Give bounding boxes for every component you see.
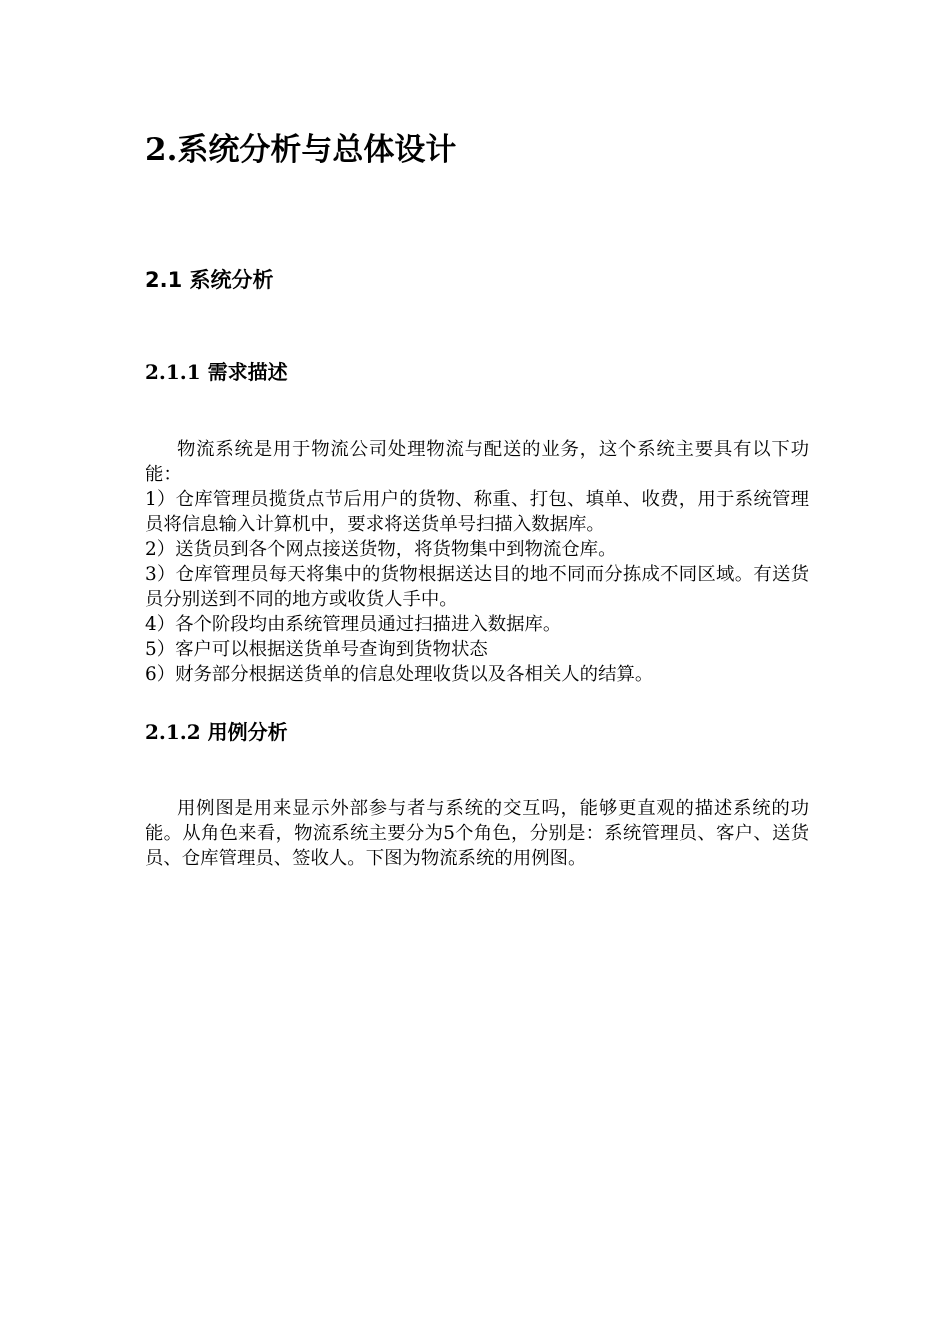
requirement-item-4: 4）各个阶段均由系统管理员通过扫描进入数据库。 <box>145 614 562 635</box>
subsection-title-usecase: 2.1.2 用例分析 <box>145 720 288 744</box>
section-title-system-analysis: 2.1 系统分析 <box>145 268 274 292</box>
requirement-item-1: 1）仓库管理员揽货点节后用户的货物、称重、打包、填单、收费，用于系统管理员将信息输入计算机中，要求将送货单号扫描入数据库。 <box>145 489 809 535</box>
requirement-item-2: 2）送货员到各个网点接送货物，将货物集中到物流仓库。 <box>145 539 617 560</box>
requirement-item-5: 5）客户可以根据送货单号查询到货物状态 <box>145 639 488 660</box>
chapter-title: 2.系统分析与总体设计 <box>145 132 457 168</box>
requirements-intro: 物流系统是用于物流公司处理物流与配送的业务，这个系统主要具有以下功能： <box>145 439 809 485</box>
usecase-block <box>145 796 809 871</box>
subsection-title-requirements: 2.1.1 需求描述 <box>145 360 288 384</box>
requirement-item-6: 6）财务部分根据送货单的信息处理收货以及各相关人的结算。 <box>145 664 654 685</box>
requirement-item-3: 3）仓库管理员每天将集中的货物根据送达目的地不同而分拣成不同区域。有送货员分别送到不同的地方或收货人手中。 <box>145 564 809 610</box>
usecase-paragraph: 用例图是用来显示外部参与者与系统的交互吗，能够更直观的描述系统的功能。从角色来看，物流系统主要分为5个角色，分别是：系统管理员、客户、送货员、仓库管理员、签收人。下图为物流系统的用例图。 <box>145 798 809 869</box>
requirements-block <box>145 437 809 687</box>
